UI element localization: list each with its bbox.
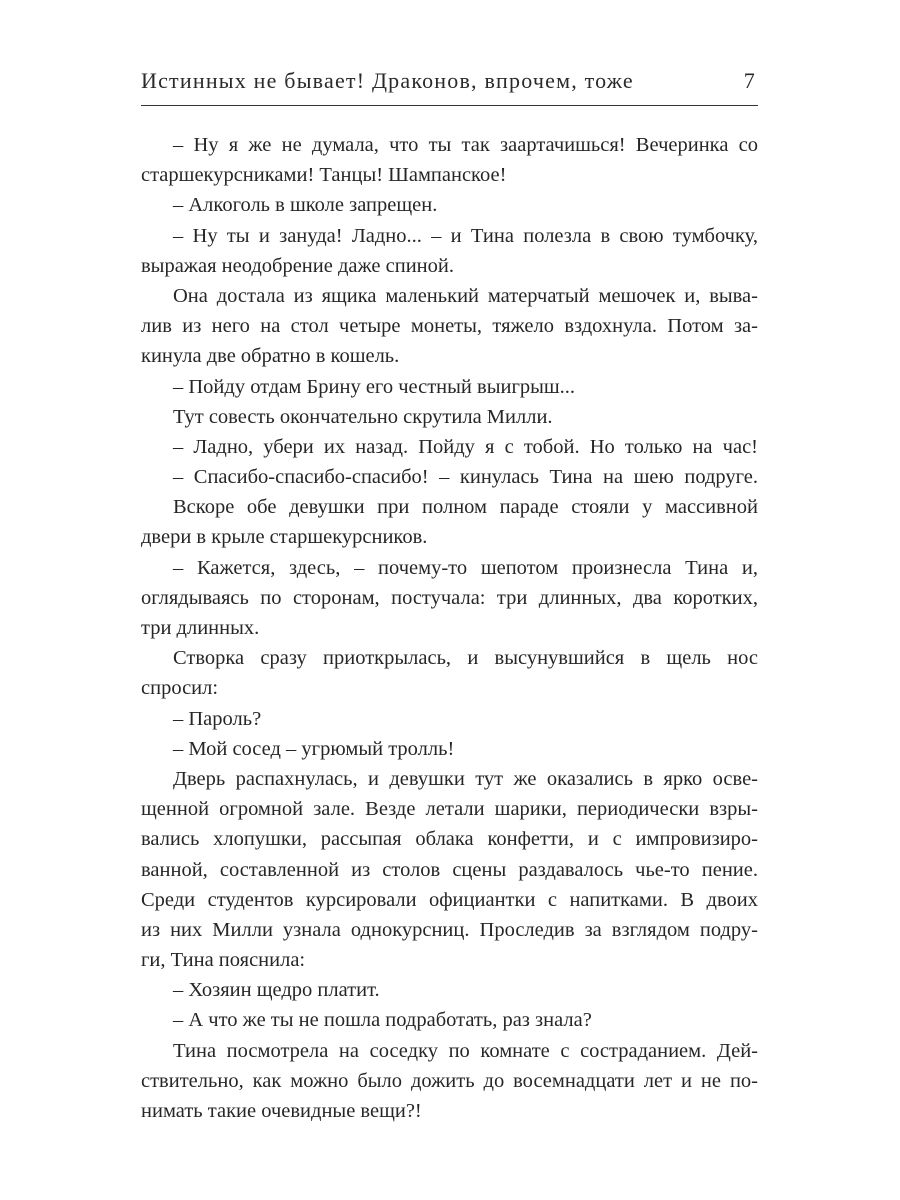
body-text: [141, 130, 758, 1126]
text-line: – Спасибо-спасибо-спасибо! – кинулась Тина на шею подруге.: [173, 466, 758, 489]
text-line: выражая неодобрение даже спиной.: [141, 254, 454, 277]
text-line: вались хлопушки, рассыпая облака конфетти, и с импровизиро-: [141, 828, 758, 851]
text-line: Дверь распахнулась, и девушки тут же оказались в ярко осве-: [173, 767, 758, 790]
running-head-title: Истинных не бывает! Драконов, впрочем, тоже: [141, 68, 634, 93]
page-number: 7: [743, 68, 756, 93]
text-line: двери в крыле старшекурсников.: [141, 526, 428, 549]
text-line: Створка сразу приоткрылась, и высунувшийся в щель нос: [173, 647, 758, 670]
text-line: Тина посмотрела на соседку по комнате с состраданием. Дей-: [173, 1039, 758, 1062]
text-line: щенной огромной зале. Везде летали шарики, периодически взры-: [141, 798, 758, 821]
text-line: ствительно, как можно было дожить до восемнадцати лет и не по-: [141, 1069, 758, 1092]
text-line: – Пароль?: [173, 707, 262, 730]
header-divider: [141, 105, 758, 106]
text-line: – Ну я же не думала, что ты так заартачишься! Вечеринка со: [173, 134, 758, 156]
text-line: – А что же ты не пошла подработать, раз знала?: [173, 1009, 592, 1032]
text-line: оглядываясь по сторонам, постучала: три длинных, два коротких,: [141, 586, 758, 609]
text-line: Она достала из ящика маленький матерчатый мешочек и, выва-: [173, 284, 758, 307]
text-line: из них Милли узнала однокурсниц. Проследив за взглядом подру-: [141, 918, 758, 941]
text-line: ги, Тина пояснила:: [141, 949, 306, 972]
text-line: кинула две обратно в кошель.: [141, 345, 400, 368]
text-line: спросил:: [141, 677, 219, 700]
text-line: – Ладно, убери их назад. Пойду я с тобой. Но только на час!: [173, 435, 758, 458]
text-line: лив из него на стол четыре монеты, тяжело вздохнула. Потом за-: [141, 315, 758, 338]
text-line: три длинных.: [141, 617, 260, 639]
book-page: [141, 0, 758, 1200]
text-line: – Пойду отдам Брину его честный выигрыш...: [173, 375, 576, 398]
text-line: ванной, составленной из столов сцены раздавалось чье-то пение.: [141, 858, 758, 881]
text-line: – Кажется, здесь, – почему-то шепотом произнесла Тина и,: [173, 556, 758, 579]
text-line: – Ну ты и зануда! Ладно... – и Тина полезла в свою тумбочку,: [173, 224, 758, 247]
text-line: нимать такие очевидные вещи?!: [141, 1100, 422, 1122]
text-line: Вскоре обе девушки при полном параде стояли у массивной: [173, 496, 758, 519]
text-line: Тут совесть окончательно скрутила Милли.: [173, 405, 553, 428]
text-line: старшекурсниками! Танцы! Шампанское!: [141, 164, 507, 187]
text-line: Среди студентов курсировали официантки с напитками. В двоих: [141, 888, 758, 911]
text-line: – Мой сосед – угрюмый тролль!: [173, 737, 455, 760]
running-head: [141, 68, 758, 98]
text-line: – Алкоголь в школе запрещен.: [173, 194, 438, 217]
text-line: – Хозяин щедро платит.: [173, 979, 380, 1002]
